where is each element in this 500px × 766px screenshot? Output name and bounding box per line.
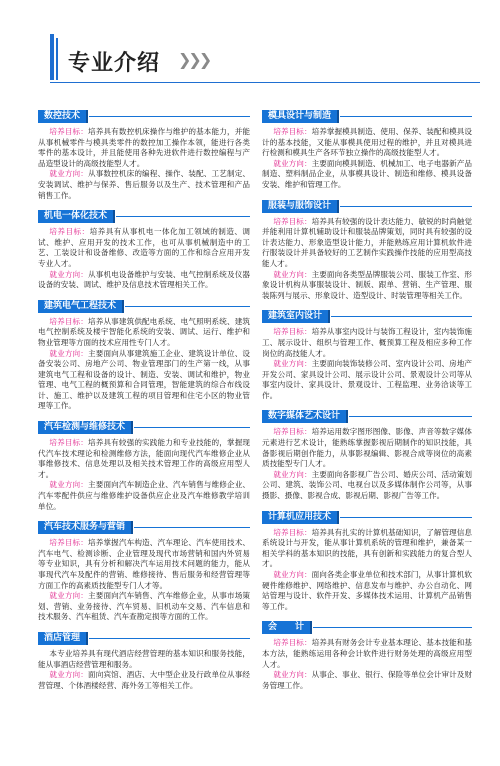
section-heading-bar [38,210,250,223]
goal-label: 培养目标： [49,227,90,237]
section-rule [340,517,472,518]
header-accent-bar [50,34,54,80]
major-section [38,632,250,691]
goal-text: 培养具有扎实的计算机基础知识，了解管理信息系统设计与开发，能从事计算机系统的管理和维护，兼备某一相关学科的基本知识的技能，具有创新和实践能力的复合型人才。 [262,527,472,569]
goal-text: 培养具有较强的实践能力和专业技能的，掌握现代汽车技术理论和检测维修方法，能面向现代汽车维修企业从事维修技术、信息处理以及相关技术管理工作的高级应用型人才。 [38,438,251,479]
goal-text: 培养具有较强的设计表达能力、敏锐的时尚触觉并能利用计算机辅助设计和服装品牌策划，同时具有较强的设计表达能力、形象造型设计能力，并能熟练应用计算机软件进行服装设计并具备较好的工艺制作实践操作技能的应用型高技能人才。 [262,216,472,268]
section-heading-bar [262,200,472,213]
job-label: 就业方向： [273,269,312,279]
section-heading-bar [262,310,472,323]
section-rule [349,416,472,417]
goal-text: 本专业培养具有现代酒店经营管理的基本知识和服务技能，能从事酒店经营管理和服务。 [38,648,250,669]
section-job [38,591,250,623]
section-rule [134,527,250,528]
job-label: 就业方向： [49,480,88,490]
goal-label: 培养目标： [273,216,312,226]
job-text: 主要面向各类型品牌服装公司、服装工作室、形象设计机构从事服装设计、制版、跟单、营销、生产管理、服装陈列与展示、形象设计、造型设计、时装管理等相关工作。 [262,269,472,300]
section-heading-bar [262,621,472,634]
section-job [262,470,472,502]
job-text: 主要面向从事建筑施工企业、建筑设计单位、设备安装公司、房地产公司、物业管理部门的生产第一线，从事建筑电气工程和设备的设计、制造、安装、调试和维护，物业管理、电气工程的概预算和合同管理，智能建筑的综合布线设计、施工、维护以及建筑工程的项目管理和住宅小区的物业管理等工作。 [38,348,251,411]
section-heading-bar [38,521,250,534]
section-job [262,359,472,401]
goal-label: 培养目标： [273,527,312,537]
section-goal [38,438,250,480]
section-heading-bar [38,110,250,123]
major-section [262,410,472,501]
job-text: 主要面向汽车制造企业、汽车销售与维修企业、汽车零配件供应与维修维护设备供应企业及汽车维修教学培训单位。 [38,480,251,511]
job-text: 主要面向汽车销售、汽车维修企业，从事市场策划、营销、业务接待、汽车贸易、旧机动车交易、汽车信息和技术服务、汽车租赁、汽车查勘定损等方面的工作。 [38,591,251,622]
major-section [262,110,472,191]
section-rule [340,116,472,117]
section-title: 会 计 [262,621,310,634]
section-job [38,349,250,413]
section-rule [89,116,250,117]
section-title: 汽车检测与维修技术 [38,421,131,434]
job-label: 就业方向： [273,469,312,479]
major-section [38,300,250,412]
job-text: 主要面向模具制造、机械加工、电子电器新产品制造、塑料制品企业，从事模具设计、制造和维修、模具设备安装、维护和管理工作。 [262,158,472,189]
section-job [38,670,250,691]
section-goal [38,538,250,591]
goal-label: 培养目标： [49,316,88,326]
section-job [38,169,250,201]
section-title: 模具设计与制造 [262,110,337,123]
header-accent-bar-thin [56,38,58,80]
section-heading-bar [262,511,472,524]
section-heading-bar [38,632,250,645]
section-rule [340,206,472,207]
job-text: 从事数控机床的编程、操作、装配、工艺制定、安装调试、维护与保养、售后服务以及生产、技术管理和产品销售工作。 [38,169,251,200]
goal-label: 培养目标： [273,327,312,337]
section-rule [116,216,250,217]
section-job [262,159,472,191]
goal-label: 培养目标： [273,638,312,648]
job-label: 就业方向： [49,348,88,358]
goal-text: 培养掌握模具制造、使用、保养、装配和模具设计的基本技能，又能从事模具使用过程的维护，并且对模具进行检测和模具生产各环节独立操作的高级技能型人才。 [262,127,472,158]
section-goal [262,528,472,570]
section-title: 汽车技术服务与营销 [38,521,131,534]
goal-label: 培养目标： [49,127,88,136]
major-section [38,110,250,201]
major-section [38,421,250,512]
page-title: 专业介绍 [68,51,161,76]
goal-text: 培养从事建筑供配电系统、电气照明系统、建筑电气控制系统及楼宇智能化系统的安装、调试、运行、维护和物业管理等方面的技术应用性专门人才。 [38,316,251,347]
goal-text: 培养运用数字图形图像、影像、声音等数字媒体元素进行艺术设计，能熟练掌握影视后期制作的知识技能，具备影视后期创作能力，从事影视编辑、影视合成等岗位的高素质技能型专门人才。 [262,427,472,469]
goal-label: 培养目标： [49,538,88,548]
section-job [38,270,250,291]
right-column [262,110,472,700]
header-divider [50,82,480,83]
section-goal [38,127,250,169]
section-rule [125,306,250,307]
job-text: 从事机电设备维护与安装、电气控制系统及仪器设备的安装、调试、维护及信息技术管理相关工作。 [38,269,251,290]
section-rule [89,638,250,639]
major-section [38,210,250,291]
section-title: 服装与服饰设计 [262,200,337,213]
section-goal [38,649,250,670]
job-label: 就业方向： [49,269,88,279]
goal-text: 培养具有从事机电一体化加工领域的制造、调试、维护、应用开发的技术工作，也可从事机械制造中的工艺、工装设计和设备维修、改造等方面的工作和综合应用开发专业人才。 [38,227,251,268]
goal-label: 培养目标： [273,127,312,136]
major-section [38,521,250,623]
section-goal [262,217,472,270]
section-rule [313,627,472,628]
section-title: 酒店管理 [38,632,86,645]
major-section [262,200,472,302]
section-goal [262,327,472,359]
goal-text: 培养从事室内设计与装饰工程设计，室内装饰施工、展示设计、组织与管理工作、概预算工程及相应多种工作岗位的高技能人才。 [262,327,472,358]
section-heading-bar [262,110,472,123]
job-label: 就业方向： [273,158,312,168]
job-label: 就业方向： [273,670,312,680]
left-column [38,110,250,700]
section-heading-bar [262,410,472,423]
goal-text: 培养掌握汽车构造、汽车理论、汽车使用技术、汽车电气、检测诊断、企业管理及现代市场营销和国内外贸易等专业知识，具有分析和解决汽车运用技术问题的能力，能从事现代汽车及配件的营销、维修接待、售后服务和经营管理等方面工作的高素质技能型专门人才等。 [38,538,251,590]
goal-label: 培养目标： [49,438,88,448]
section-title: 建筑室内设计 [262,310,328,323]
section-goal [38,227,250,269]
section-heading-bar [38,421,250,434]
section-job [38,480,250,512]
goal-text: 培养具有数控机床操作与维护的基本能力，并能从事机械零件与模具类零件的数控加工操作本领，能进行各类零件的基本设计，并且能使用各种先进软件进行数控编程与产品造型设计的高级技能型人才。 [38,127,251,168]
section-title: 数字媒体艺术设计 [262,410,346,423]
section-rule [331,316,472,317]
job-label: 就业方向： [49,591,88,601]
job-label: 就业方向： [273,570,312,579]
job-text: 面向宾馆、酒店、大中型企业及行政单位从事经营管理、个体酒楼经营、海外务工等相关工作。 [38,670,251,690]
goal-text: 培养具有财务会计专业基本理论、基本技能和基本方法，能熟练运用各种会计软件进行财务处理的高级应用型人才。 [262,638,472,669]
section-job [262,270,472,302]
major-section [262,310,472,401]
section-title: 数控技术 [38,110,86,123]
section-goal [262,638,472,670]
section-goal [262,127,472,159]
job-text: 面向各类企事业单位和技术部门，从事计算机软硬件维修维护、网络维护、信息发布与维护、办公自动化、网站管理与设计、软件开发、多媒体技术运用、计算机产品销售等工作。 [262,570,472,611]
section-job [262,570,472,612]
major-section [262,511,472,613]
section-title: 机电一体化技术 [38,210,113,223]
goal-label: 培养目标： [273,427,312,437]
job-label: 就业方向： [49,169,88,179]
page-header [38,34,478,84]
job-text: 主要面向装饰装修公司、室内设计公司、房地产开发公司、家具设计公司、展示设计公司、景观设计公司等从事室内设计、家具设计、景观设计、工程监理、业务洽谈等工作。 [262,359,472,400]
job-text: 主要面向各影视广告公司、婚庆公司、活动策划公司、建筑、装饰公司、电视台以及多媒体制作公司等，从事摄影、摄像、影视合成、影视后期、影视广告等工作。 [262,469,472,501]
section-title: 计算机应用技术 [262,511,337,524]
job-label: 就业方向： [49,670,88,680]
section-title: 建筑电气工程技术 [38,300,122,313]
section-job [262,670,472,691]
major-section [262,621,472,691]
chevron-right-icon: ❯❯❯ [178,50,210,69]
section-rule [134,427,250,428]
section-goal [38,317,250,349]
job-text: 从事企、事业、银行、保险等单位会计审计及财务管理工作。 [262,670,472,690]
section-goal [262,427,472,469]
section-heading-bar [38,300,250,313]
job-label: 就业方向： [273,359,312,369]
